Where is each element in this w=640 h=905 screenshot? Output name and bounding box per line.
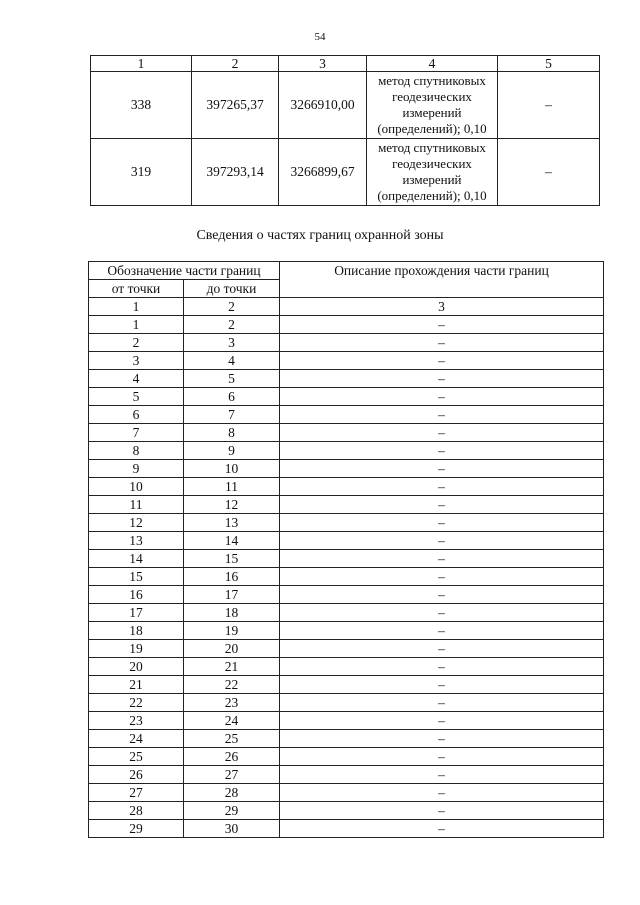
to-point: 30	[184, 820, 280, 838]
point-number: 319	[91, 139, 192, 206]
segment-description: –	[280, 604, 604, 622]
column-number: 2	[184, 298, 280, 316]
segment-description: –	[280, 676, 604, 694]
to-point: 17	[184, 586, 280, 604]
segments-numbering-row	[89, 298, 604, 316]
method-line: геодезических	[392, 156, 472, 171]
to-point: 4	[184, 352, 280, 370]
coordinate-x: 397293,14	[192, 139, 279, 206]
segments-body	[89, 316, 604, 838]
coordinate-y: 3266910,00	[279, 72, 367, 139]
to-point: 24	[184, 712, 280, 730]
method-line: (определений); 0,10	[377, 188, 487, 203]
to-point: 26	[184, 748, 280, 766]
from-point: 28	[89, 802, 184, 820]
from-point: 7	[89, 424, 184, 442]
segment-description: –	[280, 406, 604, 424]
from-point: 23	[89, 712, 184, 730]
segment-description: –	[280, 514, 604, 532]
from-point: 15	[89, 568, 184, 586]
table-row	[89, 442, 604, 460]
from-point: 18	[89, 622, 184, 640]
table-row	[89, 424, 604, 442]
table-row	[89, 748, 604, 766]
table-row	[89, 766, 604, 784]
segment-description: –	[280, 658, 604, 676]
table-row	[89, 802, 604, 820]
to-point: 19	[184, 622, 280, 640]
segment-description: –	[280, 334, 604, 352]
from-point: 5	[89, 388, 184, 406]
to-point: 29	[184, 802, 280, 820]
from-point: 3	[89, 352, 184, 370]
segment-description: –	[280, 460, 604, 478]
method-line: измерений	[402, 172, 462, 187]
description-header: Описание прохождения части границ	[280, 262, 604, 298]
table-row	[89, 406, 604, 424]
table-row	[89, 316, 604, 334]
method-line: геодезических	[392, 89, 472, 104]
column-5-value: –	[498, 72, 600, 139]
page-number: 54	[314, 31, 326, 43]
coordinate-y: 3266899,67	[279, 139, 367, 206]
column-number: 3	[280, 298, 604, 316]
table-row	[89, 622, 604, 640]
segments-header-row	[89, 262, 604, 280]
coordinates-table	[90, 55, 600, 206]
from-point: 25	[89, 748, 184, 766]
table-row	[89, 388, 604, 406]
to-point: 13	[184, 514, 280, 532]
method-line: измерений	[402, 105, 462, 120]
table-row	[89, 352, 604, 370]
from-point: 9	[89, 460, 184, 478]
segment-description: –	[280, 820, 604, 838]
method-description	[367, 72, 498, 139]
segment-description: –	[280, 352, 604, 370]
to-point: 22	[184, 676, 280, 694]
coordinate-x: 397265,37	[192, 72, 279, 139]
segment-description: –	[280, 586, 604, 604]
segment-description: –	[280, 568, 604, 586]
to-point: 27	[184, 766, 280, 784]
to-point: 5	[184, 370, 280, 388]
to-point-header: до точки	[184, 280, 280, 298]
column-5-value: –	[498, 139, 600, 206]
to-point: 14	[184, 532, 280, 550]
from-point: 26	[89, 766, 184, 784]
from-point: 10	[89, 478, 184, 496]
segment-description: –	[280, 802, 604, 820]
method-description	[367, 139, 498, 206]
table-row	[89, 658, 604, 676]
from-point: 14	[89, 550, 184, 568]
from-point: 11	[89, 496, 184, 514]
coordinates-header-cell: 1	[91, 56, 192, 72]
table-row	[89, 370, 604, 388]
from-point: 13	[89, 532, 184, 550]
coordinates-row	[91, 139, 600, 206]
from-point: 29	[89, 820, 184, 838]
table-row	[89, 334, 604, 352]
to-point: 15	[184, 550, 280, 568]
table-row	[89, 478, 604, 496]
table-row	[89, 712, 604, 730]
to-point: 25	[184, 730, 280, 748]
table-row	[89, 784, 604, 802]
method-line: метод спутниковых	[378, 73, 486, 88]
column-number: 1	[89, 298, 184, 316]
from-point: 12	[89, 514, 184, 532]
segment-description: –	[280, 370, 604, 388]
from-point: 2	[89, 334, 184, 352]
to-point: 2	[184, 316, 280, 334]
to-point: 9	[184, 442, 280, 460]
point-number: 338	[91, 72, 192, 139]
segment-description: –	[280, 730, 604, 748]
to-point: 20	[184, 640, 280, 658]
from-point: 21	[89, 676, 184, 694]
from-point: 16	[89, 586, 184, 604]
table-row	[89, 730, 604, 748]
segment-description: –	[280, 388, 604, 406]
from-point: 6	[89, 406, 184, 424]
coordinates-header-row	[91, 56, 600, 72]
to-point: 7	[184, 406, 280, 424]
to-point: 3	[184, 334, 280, 352]
section-title: Сведения о частях границ охранной зоны	[196, 228, 444, 243]
to-point: 10	[184, 460, 280, 478]
segment-description: –	[280, 748, 604, 766]
segment-description: –	[280, 622, 604, 640]
table-row	[89, 460, 604, 478]
from-point: 1	[89, 316, 184, 334]
table-row	[89, 820, 604, 838]
segment-description: –	[280, 496, 604, 514]
table-row	[89, 640, 604, 658]
segment-description: –	[280, 532, 604, 550]
designation-header: Обозначение части границ	[89, 262, 280, 280]
table-row	[89, 568, 604, 586]
table-row	[89, 676, 604, 694]
boundary-segments-table	[88, 261, 604, 838]
coordinates-header-cell: 4	[367, 56, 498, 72]
method-line: метод спутниковых	[378, 140, 486, 155]
segment-description: –	[280, 694, 604, 712]
from-point: 27	[89, 784, 184, 802]
table-row	[89, 532, 604, 550]
method-line: (определений); 0,10	[377, 121, 487, 136]
segment-description: –	[280, 766, 604, 784]
segment-description: –	[280, 442, 604, 460]
from-point: 4	[89, 370, 184, 388]
coordinates-row	[91, 72, 600, 139]
to-point: 28	[184, 784, 280, 802]
table-row	[89, 550, 604, 568]
segment-description: –	[280, 550, 604, 568]
segment-description: –	[280, 784, 604, 802]
from-point: 17	[89, 604, 184, 622]
segment-description: –	[280, 424, 604, 442]
from-point: 22	[89, 694, 184, 712]
table-row	[89, 496, 604, 514]
table-row	[89, 514, 604, 532]
from-point: 8	[89, 442, 184, 460]
coordinates-header-cell: 5	[498, 56, 600, 72]
from-point: 24	[89, 730, 184, 748]
segment-description: –	[280, 712, 604, 730]
from-point: 19	[89, 640, 184, 658]
to-point: 21	[184, 658, 280, 676]
segment-description: –	[280, 316, 604, 334]
table-row	[89, 604, 604, 622]
segment-description: –	[280, 478, 604, 496]
to-point: 6	[184, 388, 280, 406]
to-point: 18	[184, 604, 280, 622]
from-point: 20	[89, 658, 184, 676]
to-point: 8	[184, 424, 280, 442]
table-row	[89, 586, 604, 604]
table-row	[89, 694, 604, 712]
to-point: 11	[184, 478, 280, 496]
to-point: 16	[184, 568, 280, 586]
coordinates-header-cell: 2	[192, 56, 279, 72]
to-point: 23	[184, 694, 280, 712]
coordinates-header-cell: 3	[279, 56, 367, 72]
segment-description: –	[280, 640, 604, 658]
to-point: 12	[184, 496, 280, 514]
from-point-header: от точки	[89, 280, 184, 298]
